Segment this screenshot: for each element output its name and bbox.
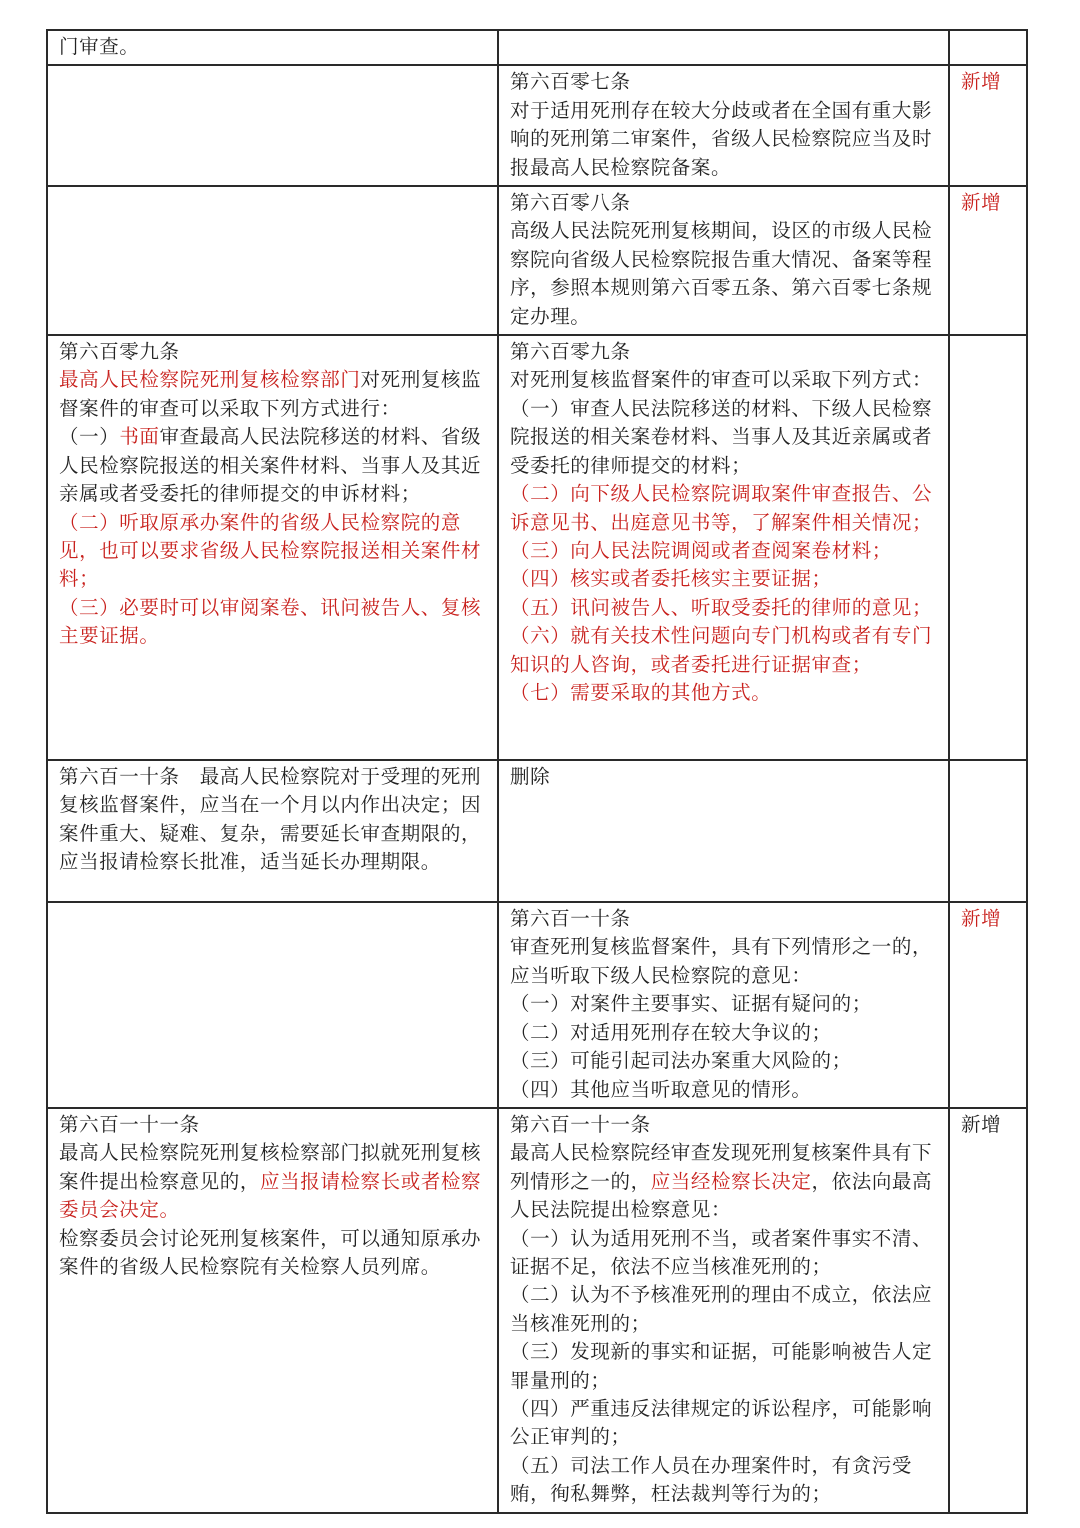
clause-paragraph [510,1225,942,1282]
original-text-cell [47,186,498,335]
clause-paragraph [510,366,942,394]
body-text: 检察委员会讨论死刑复核案件，可以通知原承办案件的省级人民检察院有关检察人员列席。 [59,1226,482,1278]
revised-text-cell [498,760,949,902]
clause-paragraph [510,679,942,707]
clause-paragraph [510,68,942,96]
clause-paragraph [510,97,942,182]
clause-paragraph [59,1111,491,1139]
clause-paragraph [510,905,942,933]
table-row [47,335,1027,760]
note-cell [949,65,1027,186]
body-text: 第六百一十条 [510,907,631,931]
clause-paragraph [510,395,942,480]
body-text: 第六百一十一条 [59,1112,200,1136]
body-text: 第六百一十条 最高人民检察院对于受理的死刑复核监督案件，应当在一个月以内作出决定；因案件重大、疑难、复杂，需要延长审查期限的，应当报请检察长批准，适当延长办理期限。 [59,765,482,874]
body-text: （一）对案件主要事实、证据有疑问的； [510,992,872,1016]
highlighted-text: （二）听取原承办案件的省级人民检察院的意见，也可以要求省级人民检察院报送相关案件材料； [59,510,482,591]
revised-text-cell [498,65,949,186]
table-row [47,1108,1027,1513]
clause-paragraph [510,594,942,622]
clause-paragraph [510,1338,942,1395]
note-cell [949,1108,1027,1513]
clause-paragraph [510,189,942,217]
original-text-cell [47,30,498,65]
body-text: 第六百零九条 [59,340,180,364]
original-text-cell [47,65,498,186]
body-text: （一）审查人民法院移送的材料、下级人民检察院报送的相关案卷材料、当事人及其近亲属或者受委托的律师提交的材料； [510,396,933,477]
body-text: 第六百零七条 [510,70,631,94]
body-text: ，依法向最高人民法院提出检察意见： [510,1169,933,1222]
body-text: 高级人民法院死刑复核期间，设区的市级人民检察院向省级人民检察院报告重大情况、备案等程序，参照本规则第六百零五条、第六百零七条规定办理。 [510,219,933,328]
note-cell [949,186,1027,335]
body-text: 对于适用死刑存在较大分歧或者在全国有重大影响的死刑第二审案件，省级人民检察院应当及时报最高人民检察院备案。 [510,98,933,179]
clause-paragraph [510,338,942,366]
highlighted-text: 最高人民检察院死刑复核检察部门 [59,368,361,392]
highlighted-text: （六）就有关技术性问题向专门机构或者有专门知识的人咨询，或者委托进行证据审查； [510,624,933,676]
table-row [47,902,1027,1108]
body-text: 最高人民检察院死刑复核检察部门拟就死刑复核案件提出检察意见的， [59,1141,482,1193]
body-text: （二）认为不予核准死刑的理由不成立，依法应当核准死刑的； [510,1283,933,1335]
revised-text-cell [498,902,949,1108]
body-text: 门审查。 [59,35,140,58]
body-text: （二）对适用死刑存在较大争议的； [510,1020,832,1044]
body-text: 第六百一十一条 [510,1112,651,1136]
clause-paragraph [510,1047,942,1075]
body-text: 审查死刑复核监督案件，具有下列情形之一的，应当听取下级人民检察院的意见： [510,935,933,987]
original-text-cell [47,335,498,760]
note-cell [949,30,1027,65]
clause-paragraph [510,1452,942,1509]
clause-paragraph [510,1395,942,1452]
body-text: 对死刑复核监督案件的审查可以采取下列方式进行： [59,368,482,420]
clause-paragraph [59,366,491,423]
status-tag: 新增 [961,70,1002,94]
clause-paragraph [59,763,491,877]
clause-paragraph [59,33,491,61]
highlighted-text: （四）核实或者委托核实主要证据； [510,567,832,591]
clause-paragraph [510,1076,942,1104]
table-row [47,186,1027,335]
table-row [47,760,1027,902]
clause-paragraph [510,480,942,537]
table-row [47,30,1027,65]
note-cell [949,760,1027,902]
body-text: （一）认为适用死刑不当，或者案件事实不清、证据不足，依法不应当核准死刑的； [510,1226,933,1278]
clause-paragraph [510,217,942,331]
body-text: （四）严重违反法律规定的诉讼程序，可能影响公正审判的； [510,1396,933,1449]
note-cell [949,902,1027,1108]
highlighted-text: （三）向人民法院调阅或者查阅案卷材料； [510,538,892,562]
clause-paragraph [59,423,491,508]
body-text: （五）司法工作人员在办理案件时，有贪污受贿，徇私舞弊，枉法裁判等行为的； [510,1453,913,1506]
body-text: 第六百零九条 [510,340,631,364]
highlighted-text: （七）需要采取的其他方式。 [510,680,772,704]
clause-paragraph [59,338,491,366]
body-text: 第六百零八条 [510,191,631,215]
note-cell [949,335,1027,760]
revised-text-cell [498,1108,949,1513]
comparison-table [46,29,1028,1514]
highlighted-text: （二）向下级人民检察院调取案件审查报告、公诉意见书、出庭意见书等，了解案件相关情况； [510,482,933,534]
highlighted-text: 应当经检察长决定 [650,1169,812,1193]
status-tag: 新增 [961,1112,1002,1136]
clause-paragraph [510,763,942,791]
revised-text-cell [498,335,949,760]
body-text: 审查最高人民法院移送的材料、省级人民检察院报送的相关案件材料、当事人及其近亲属或者受委托的律师提交的申诉材料； [59,425,482,506]
highlighted-text: （五）讯问被告人、听取受委托的律师的意见； [510,595,933,619]
body-text: （四）其他应当听取意见的情形。 [510,1077,812,1101]
revised-text-cell [498,186,949,335]
clause-paragraph [59,1139,491,1224]
highlighted-text: （三）必要时可以审阅案卷、讯问被告人、复核主要证据。 [59,595,482,648]
original-text-cell [47,1108,498,1513]
highlighted-text: 书面 [119,425,160,449]
body-text: 删除 [510,765,551,789]
body-text: 对死刑复核监督案件的审查可以采取下列方式： [510,368,933,392]
clause-paragraph [510,537,942,565]
revised-text-cell [498,30,949,65]
clause-paragraph [59,509,491,594]
clause-paragraph [510,1139,942,1224]
status-tag: 新增 [961,191,1002,215]
body-text: （三）可能引起司法办案重大风险的； [510,1049,852,1073]
status-tag: 新增 [961,907,1002,931]
clause-paragraph [510,622,942,679]
body-text: 最高人民检察院经审查发现死刑复核案件具有下列情形之一的， [510,1141,933,1193]
body-text: （三）发现新的事实和证据，可能影响被告人定罪量刑的； [510,1340,933,1392]
clause-paragraph [59,1225,491,1282]
table-row [47,65,1027,186]
clause-paragraph [59,594,491,651]
highlighted-text: 应当报请检察长或者检察委员会决定。 [59,1169,482,1222]
clause-paragraph [510,1019,942,1047]
clause-paragraph [510,990,942,1018]
original-text-cell [47,902,498,1108]
comparison-table-body [47,30,1027,1513]
clause-paragraph [510,933,942,990]
clause-paragraph [510,1281,942,1338]
clause-paragraph [510,565,942,593]
clause-paragraph [510,1111,942,1139]
body-text: （一） [59,425,120,449]
original-text-cell [47,760,498,902]
